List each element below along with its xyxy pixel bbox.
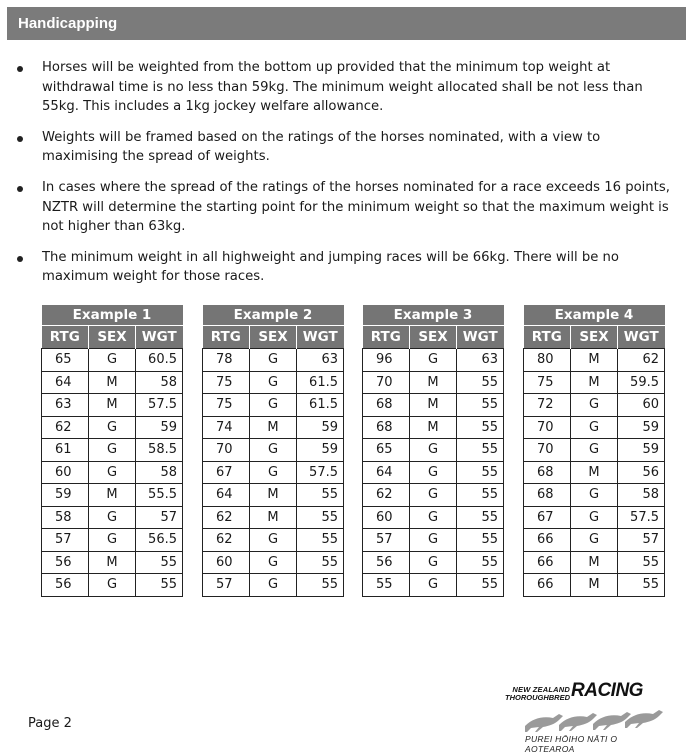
cell-rtg: 75 <box>203 371 250 394</box>
cell-rtg: 66 <box>524 551 571 574</box>
cell-rtg: 57 <box>363 529 410 552</box>
table-row <box>524 439 665 462</box>
cell-rtg: 78 <box>203 349 250 372</box>
cell-wgt: 55 <box>618 551 665 574</box>
cell-wgt: 58 <box>618 484 665 507</box>
cell-wgt: 59.5 <box>618 371 665 394</box>
cell-sex: G <box>410 461 457 484</box>
table-row <box>42 551 183 574</box>
cell-sex: M <box>571 551 618 574</box>
cell-sex: G <box>571 416 618 439</box>
cell-rtg: 60 <box>203 551 250 574</box>
cell-sex: M <box>250 484 297 507</box>
cell-wgt: 63 <box>297 349 344 372</box>
cell-sex: G <box>89 416 136 439</box>
cell-wgt: 63 <box>457 349 504 372</box>
cell-wgt: 60.5 <box>136 349 183 372</box>
cell-sex: G <box>250 461 297 484</box>
cell-wgt: 55 <box>457 394 504 417</box>
table-row <box>363 461 504 484</box>
example-rows <box>42 349 183 597</box>
cell-sex: M <box>89 394 136 417</box>
cell-wgt: 55 <box>297 551 344 574</box>
logo-line-1: NEW ZEALAND <box>512 685 570 694</box>
page-number: Page 2 <box>28 716 72 731</box>
table-row <box>203 394 344 417</box>
cell-sex: M <box>410 371 457 394</box>
cell-sex: G <box>89 349 136 372</box>
table-row <box>524 416 665 439</box>
cell-wgt: 55 <box>457 439 504 462</box>
table-row <box>42 506 183 529</box>
cell-rtg: 74 <box>203 416 250 439</box>
cell-wgt: 55 <box>297 574 344 597</box>
cell-wgt: 61.5 <box>297 371 344 394</box>
example-title: Example 4 <box>524 305 665 326</box>
cell-rtg: 60 <box>42 461 89 484</box>
cell-sex: M <box>410 416 457 439</box>
cell-rtg: 59 <box>42 484 89 507</box>
bullet-dot-icon <box>17 136 23 142</box>
cell-rtg: 58 <box>42 506 89 529</box>
cell-rtg: 64 <box>363 461 410 484</box>
table-row <box>524 461 665 484</box>
example-rows <box>363 349 504 597</box>
column-header-rtg: RTG <box>42 326 89 349</box>
cell-wgt: 55 <box>457 574 504 597</box>
cell-sex: G <box>410 529 457 552</box>
cell-wgt: 58 <box>136 461 183 484</box>
cell-sex: M <box>571 349 618 372</box>
table-row <box>42 484 183 507</box>
cell-rtg: 57 <box>203 574 250 597</box>
cell-rtg: 68 <box>363 394 410 417</box>
column-header-sex: SEX <box>410 326 457 349</box>
cell-rtg: 68 <box>524 484 571 507</box>
cell-sex: G <box>250 439 297 462</box>
table-row <box>363 484 504 507</box>
cell-rtg: 66 <box>524 574 571 597</box>
example-rows <box>203 349 344 597</box>
cell-sex: M <box>571 371 618 394</box>
cell-wgt: 55.5 <box>136 484 183 507</box>
cell-wgt: 55 <box>457 371 504 394</box>
cell-rtg: 65 <box>42 349 89 372</box>
table-row <box>363 506 504 529</box>
table-row <box>42 529 183 552</box>
example-title: Example 1 <box>42 305 183 326</box>
cell-wgt: 55 <box>457 551 504 574</box>
table-row <box>203 529 344 552</box>
bullet-dot-icon <box>17 186 23 192</box>
bullet-dot-icon <box>17 66 23 72</box>
cell-wgt: 55 <box>136 551 183 574</box>
cell-rtg: 56 <box>42 551 89 574</box>
cell-sex: M <box>89 551 136 574</box>
example-table-2 <box>202 305 344 597</box>
table-row <box>42 574 183 597</box>
cell-wgt: 55 <box>136 574 183 597</box>
cell-rtg: 70 <box>524 416 571 439</box>
cell-wgt: 57 <box>618 529 665 552</box>
table-row <box>42 461 183 484</box>
cell-sex: G <box>250 349 297 372</box>
cell-rtg: 70 <box>203 439 250 462</box>
cell-sex: M <box>410 394 457 417</box>
galloping-horses-icon <box>515 700 665 734</box>
logo-tagline: PUREI HŌIHO NĀTI O AOTEAROA <box>525 734 618 754</box>
table-row <box>363 551 504 574</box>
cell-rtg: 70 <box>524 439 571 462</box>
table-row <box>203 506 344 529</box>
table-row <box>203 551 344 574</box>
example-title: Example 3 <box>363 305 504 326</box>
column-header-sex: SEX <box>250 326 297 349</box>
cell-wgt: 62 <box>618 349 665 372</box>
logo-wordmark: RACING <box>571 680 643 701</box>
cell-wgt: 55 <box>457 506 504 529</box>
cell-wgt: 55 <box>457 529 504 552</box>
cell-sex: G <box>571 506 618 529</box>
column-header-rtg: RTG <box>524 326 571 349</box>
table-row <box>524 484 665 507</box>
cell-sex: G <box>89 439 136 462</box>
cell-rtg: 56 <box>42 574 89 597</box>
cell-rtg: 64 <box>42 371 89 394</box>
cell-wgt: 55 <box>297 529 344 552</box>
cell-sex: G <box>89 529 136 552</box>
bullet-list <box>14 58 674 298</box>
cell-rtg: 62 <box>203 506 250 529</box>
table-row <box>524 551 665 574</box>
table-row <box>42 371 183 394</box>
cell-wgt: 55 <box>457 416 504 439</box>
bullet-item: The minimum weight in all highweight and jumping races will be 66kg. There will be no maximum weight for those races. <box>14 248 674 287</box>
logo-line-2: THOROUGHBRED <box>505 693 570 702</box>
cell-rtg: 60 <box>363 506 410 529</box>
cell-rtg: 62 <box>363 484 410 507</box>
cell-sex: G <box>89 574 136 597</box>
cell-sex: G <box>410 506 457 529</box>
cell-rtg: 70 <box>363 371 410 394</box>
cell-wgt: 56.5 <box>136 529 183 552</box>
cell-sex: G <box>250 551 297 574</box>
cell-sex: G <box>250 574 297 597</box>
column-header-wgt: WGT <box>457 326 504 349</box>
example-table-3 <box>362 305 504 597</box>
cell-sex: G <box>250 394 297 417</box>
cell-rtg: 62 <box>203 529 250 552</box>
cell-sex: M <box>571 461 618 484</box>
table-row <box>42 349 183 372</box>
cell-rtg: 68 <box>524 461 571 484</box>
cell-rtg: 63 <box>42 394 89 417</box>
section-header <box>7 7 686 40</box>
bullet-item: In cases where the spread of the ratings of the horses nominated for a race exceeds 16 points, NZTR will determine the starting point for the minimum weight so that the maximum weight is not higher than 63kg. <box>14 178 674 237</box>
cell-wgt: 59 <box>136 416 183 439</box>
cell-rtg: 75 <box>203 394 250 417</box>
table-row <box>363 529 504 552</box>
table-row <box>42 416 183 439</box>
cell-wgt: 55 <box>457 461 504 484</box>
cell-sex: G <box>571 394 618 417</box>
cell-rtg: 72 <box>524 394 571 417</box>
table-row <box>524 574 665 597</box>
table-row <box>203 484 344 507</box>
cell-rtg: 64 <box>203 484 250 507</box>
table-row <box>203 439 344 462</box>
table-row <box>363 416 504 439</box>
table-row <box>42 439 183 462</box>
column-header-sex: SEX <box>571 326 618 349</box>
cell-wgt: 57 <box>136 506 183 529</box>
table-row <box>524 371 665 394</box>
column-header-wgt: WGT <box>297 326 344 349</box>
cell-wgt: 55 <box>297 506 344 529</box>
cell-sex: G <box>571 484 618 507</box>
cell-rtg: 75 <box>524 371 571 394</box>
cell-sex: G <box>410 484 457 507</box>
cell-sex: G <box>410 551 457 574</box>
table-row <box>203 461 344 484</box>
example-title: Example 2 <box>203 305 344 326</box>
column-header-rtg: RTG <box>203 326 250 349</box>
cell-rtg: 96 <box>363 349 410 372</box>
nztr-logo <box>495 680 665 754</box>
cell-sex: G <box>571 439 618 462</box>
table-row <box>363 394 504 417</box>
column-header-sex: SEX <box>89 326 136 349</box>
bullet-item: Horses will be weighted from the bottom up provided that the minimum top weight at withdrawal time is no less than 59kg. The minimum weight allocated shall be not less than 55kg. This includes a 1kg jockey welfare allowance. <box>14 58 674 117</box>
cell-wgt: 57.5 <box>136 394 183 417</box>
cell-sex: G <box>89 461 136 484</box>
cell-sex: M <box>250 506 297 529</box>
cell-wgt: 59 <box>618 439 665 462</box>
cell-wgt: 55 <box>457 484 504 507</box>
example-rows <box>524 349 665 597</box>
cell-rtg: 65 <box>363 439 410 462</box>
cell-rtg: 61 <box>42 439 89 462</box>
cell-wgt: 55 <box>618 574 665 597</box>
cell-rtg: 67 <box>203 461 250 484</box>
column-header-wgt: WGT <box>618 326 665 349</box>
example-table-1 <box>41 305 183 597</box>
table-row <box>363 439 504 462</box>
cell-wgt: 55 <box>297 484 344 507</box>
table-row <box>42 394 183 417</box>
cell-wgt: 58 <box>136 371 183 394</box>
cell-sex: M <box>89 371 136 394</box>
cell-sex: M <box>250 416 297 439</box>
table-row <box>524 349 665 372</box>
cell-rtg: 67 <box>524 506 571 529</box>
cell-wgt: 57.5 <box>618 506 665 529</box>
table-row <box>203 371 344 394</box>
cell-sex: G <box>250 371 297 394</box>
cell-sex: M <box>89 484 136 507</box>
table-row <box>363 349 504 372</box>
table-row <box>524 506 665 529</box>
cell-wgt: 60 <box>618 394 665 417</box>
table-row <box>524 394 665 417</box>
example-table-4 <box>523 305 665 597</box>
column-header-wgt: WGT <box>136 326 183 349</box>
cell-rtg: 56 <box>363 551 410 574</box>
cell-sex: G <box>250 529 297 552</box>
cell-rtg: 62 <box>42 416 89 439</box>
table-row <box>363 371 504 394</box>
table-row <box>524 529 665 552</box>
section-title: Handicapping <box>18 15 118 32</box>
table-row <box>363 574 504 597</box>
cell-rtg: 66 <box>524 529 571 552</box>
column-header-rtg: RTG <box>363 326 410 349</box>
cell-wgt: 56 <box>618 461 665 484</box>
cell-rtg: 55 <box>363 574 410 597</box>
table-row <box>203 349 344 372</box>
cell-rtg: 80 <box>524 349 571 372</box>
cell-sex: G <box>410 439 457 462</box>
cell-sex: M <box>571 574 618 597</box>
cell-wgt: 58.5 <box>136 439 183 462</box>
cell-wgt: 61.5 <box>297 394 344 417</box>
cell-sex: G <box>571 529 618 552</box>
cell-rtg: 57 <box>42 529 89 552</box>
cell-rtg: 68 <box>363 416 410 439</box>
cell-wgt: 57.5 <box>297 461 344 484</box>
cell-sex: G <box>410 349 457 372</box>
cell-wgt: 59 <box>297 416 344 439</box>
cell-sex: G <box>410 574 457 597</box>
table-row <box>203 574 344 597</box>
cell-sex: G <box>89 506 136 529</box>
cell-wgt: 59 <box>297 439 344 462</box>
bullet-item: Weights will be framed based on the ratings of the horses nominated, with a view to maximising the spread of weights. <box>14 128 674 167</box>
cell-wgt: 59 <box>618 416 665 439</box>
table-row <box>203 416 344 439</box>
bullet-dot-icon <box>17 256 23 262</box>
